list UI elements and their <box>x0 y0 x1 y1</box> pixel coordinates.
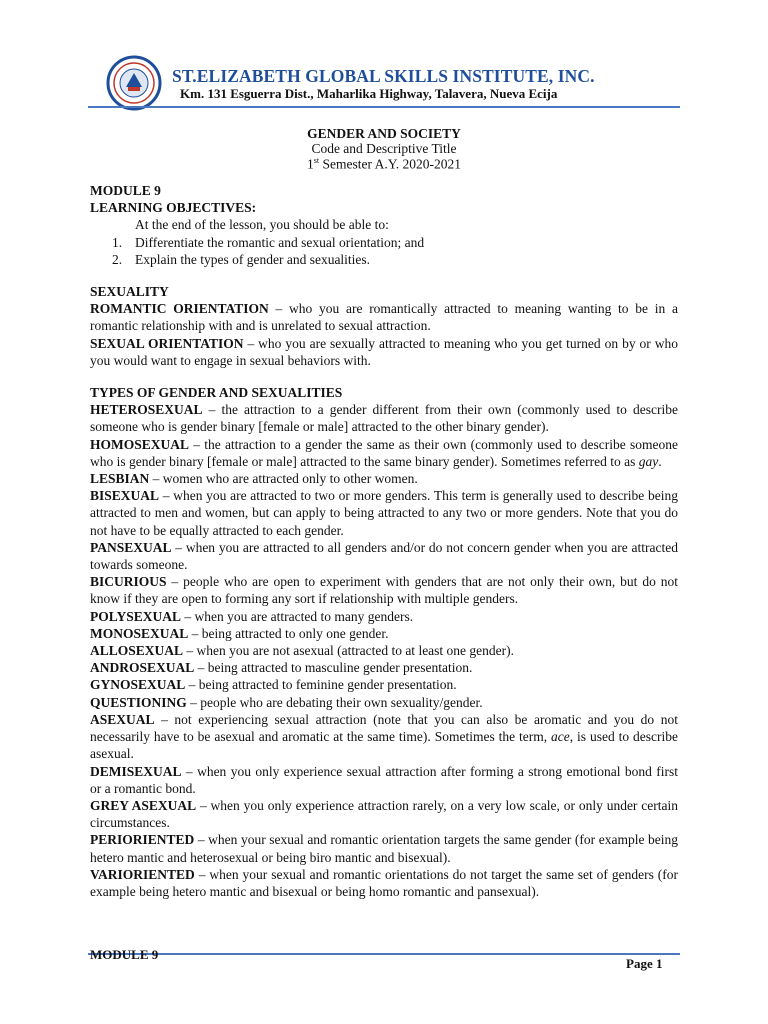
definition-text: – women who are attracted only to other women. <box>149 471 418 487</box>
definition-paragraph <box>90 642 678 659</box>
definition-text: , is used to describe asexual. <box>90 729 678 762</box>
definition-term: QUESTIONING <box>90 694 187 710</box>
definition-paragraph <box>90 401 678 435</box>
definition-term: HOMOSEXUAL <box>90 436 190 452</box>
objective-number: 1. <box>112 234 123 250</box>
semester-line <box>88 156 680 173</box>
spacer <box>90 369 678 384</box>
definition-term: MONOSEXUAL <box>90 625 189 641</box>
footer-module-label: MODULE 9 <box>90 947 159 962</box>
definition-paragraph <box>90 763 678 797</box>
definition-text: – being attracted to feminine gender presentation. <box>185 677 457 693</box>
definition-term: PANSEXUAL <box>90 539 172 555</box>
definition-text: . <box>658 453 662 469</box>
definition-text: – who you are romantically attracted to meaning wanting to be in a romantic relationship with and is unrelated to sexual attraction. <box>90 301 679 334</box>
school-name: ST.ELIZABETH GLOBAL SKILLS INSTITUTE, INC. <box>172 66 595 86</box>
course-code: Code and Descriptive Title <box>311 141 457 156</box>
definition-paragraph <box>90 831 678 865</box>
definition-paragraph <box>90 539 678 573</box>
definition-paragraph <box>90 625 678 642</box>
definition-text: – when you only experience sexual attraction after forming a strong emotional bond first or a romantic bond. <box>90 763 678 796</box>
sexuality-heading: SEXUALITY <box>90 284 169 300</box>
definition-paragraph <box>90 470 678 487</box>
definition-term: ROMANTIC ORIENTATION <box>90 301 269 317</box>
definition-paragraph <box>90 659 678 676</box>
definition-text: – when your sexual and romantic orientation targets the same gender (for example being hetero mantic and heterosexual or being biro mantic and bisexual). <box>90 832 678 865</box>
definition-term: BICURIOUS <box>90 574 167 590</box>
footer-divider <box>88 953 680 955</box>
course-title: GENDER AND SOCIETY <box>307 126 461 141</box>
definition-text: – not experiencing sexual attraction (note that you can also be aromatic and you do not necessarily have to be asexual and aromatic at the same time). Sometimes the term, <box>90 711 678 745</box>
objectives-list <box>90 234 678 268</box>
definition-paragraph <box>90 436 678 470</box>
spacer <box>90 268 678 283</box>
school-address: Km. 131 Esguerra Dist., Maharlika Highway, Talavera, Nueva Ecija <box>180 86 558 101</box>
school-seal-icon <box>106 55 162 111</box>
definition-text: – the attraction to a gender different from their own (commonly used to describe someone who is gender binary [female or male] attracted to the other binary gender). <box>90 402 678 435</box>
definition-term: DEMISEXUAL <box>90 763 182 779</box>
definition-paragraph <box>90 300 678 334</box>
definition-paragraph <box>90 711 678 763</box>
definition-text: – when you are attracted to two or more genders. This term is generally used to describe being attracted to men and women, but can apply to being attracted to any two or more genders. Note that you do not have to be equally attracted to each gender. <box>90 488 678 538</box>
definition-emphasis: gay <box>638 453 659 469</box>
definition-term: PERIORIENTED <box>90 832 195 848</box>
definition-term: GREY ASEXUAL <box>90 797 197 813</box>
objective-item <box>90 251 678 268</box>
definition-text: – when your sexual and romantic orientations do not target the same set of genders (for example being hetero mantic and bisexual or being homo romantic and pansexual). <box>90 866 678 899</box>
objective-text: Differentiate the romantic and sexual orientation; and <box>135 234 425 250</box>
definition-text: – the attraction to a gender the same as their own (commonly used to describe someone who is gender binary [female or male] attracted to the same binary gender). Sometimes referred to as <box>90 436 678 469</box>
definition-text: – when you are attracted to all genders and/or do not concern gender when you are attracted towards someone. <box>90 539 678 573</box>
definition-term: LESBIAN <box>90 471 150 487</box>
objectives-heading: LEARNING OBJECTIVES: <box>90 200 257 216</box>
definition-text: – people who are debating their own sexuality/gender. <box>186 694 483 710</box>
definition-term: ASEXUAL <box>90 711 155 727</box>
definition-emphasis: ace <box>551 729 570 745</box>
semester-number: 1 <box>307 156 314 172</box>
definition-term: POLYSEXUAL <box>90 608 182 624</box>
header-divider <box>88 106 680 108</box>
definition-paragraph <box>90 866 678 900</box>
definition-text: – when you are attracted to many genders. <box>181 608 414 624</box>
definition-paragraph <box>90 335 678 369</box>
objective-text: Explain the types of gender and sexualities. <box>135 251 371 267</box>
definition-paragraph <box>90 573 678 607</box>
types-heading: TYPES OF GENDER AND SEXUALITIES <box>90 385 343 401</box>
types-definitions <box>90 401 678 900</box>
objective-item <box>90 234 678 251</box>
definition-paragraph <box>90 694 678 711</box>
semester-suffix: st <box>313 156 320 165</box>
definition-text: – people who are open to experiment with genders that are not only their own, but do not know if they are open to forming any sort if relationship with multiple genders. <box>90 574 678 607</box>
definition-paragraph <box>90 676 678 693</box>
module-title: MODULE 9 <box>90 183 161 198</box>
objective-number: 2. <box>112 251 123 267</box>
definition-paragraph <box>90 487 678 539</box>
objectives-intro: At the end of the lesson, you should be able to: <box>135 217 389 233</box>
definition-text: – when you are not asexual (attracted to at least one gender). <box>183 643 515 659</box>
definition-text: – being attracted to only one gender. <box>188 625 389 641</box>
definition-paragraph <box>90 608 678 625</box>
semester-text: Semester A.Y. 2020-2021 <box>322 156 461 172</box>
definition-term: GYNOSEXUAL <box>90 677 186 693</box>
definition-term: BISEXUAL <box>90 488 160 504</box>
definition-term: VARIORIENTED <box>90 866 195 882</box>
definition-term: ANDROSEXUAL <box>90 660 195 676</box>
definition-term: SEXUAL ORIENTATION <box>90 335 244 351</box>
sexuality-definitions <box>90 300 678 369</box>
definition-text: – being attracted to masculine gender presentation. <box>194 660 473 676</box>
definition-term: HETEROSEXUAL <box>90 402 203 418</box>
definition-term: ALLOSEXUAL <box>90 643 184 659</box>
document-body <box>90 182 678 900</box>
definition-text: – when you only experience attraction rarely, on a very low scale, or only under certain circumstances. <box>90 797 678 831</box>
definition-text: – who you are sexually attracted to meaning who you get turned on by or who you would want to engage in sexual behaviors with. <box>90 335 678 368</box>
page-number: Page 1 <box>626 956 663 971</box>
definition-paragraph <box>90 797 678 831</box>
